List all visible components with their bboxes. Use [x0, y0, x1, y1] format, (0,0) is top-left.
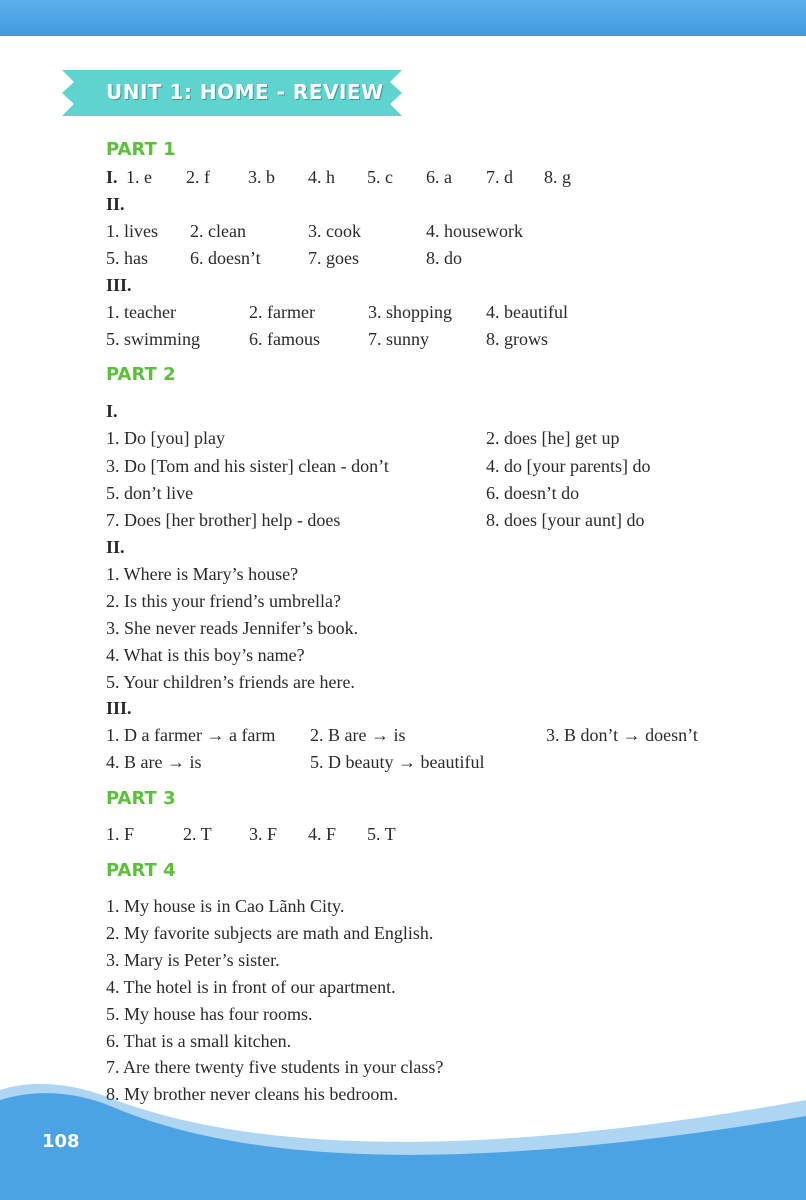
- unit-title: UNIT 1: HOME - REVIEW: [106, 80, 384, 104]
- page-number: 108: [42, 1131, 80, 1152]
- part2-I-label: I.: [106, 401, 118, 421]
- answer-item: 3. F: [249, 824, 278, 844]
- answer-item: 1. D a farmer → a farm: [106, 725, 276, 745]
- answer-item: 8. does [your aunt] do: [486, 510, 645, 530]
- answer-item: 4. beautiful: [486, 302, 568, 322]
- answer-item: 3. B don’t → doesn’t: [546, 725, 698, 745]
- answer-item: 3. shopping: [368, 302, 453, 322]
- part1-II-label: II.: [106, 194, 125, 214]
- answer-item: 3. She never reads Jennifer’s book.: [106, 618, 359, 638]
- answer-item: 5. My house has four rooms.: [106, 1004, 313, 1024]
- answer-item: 6. a: [426, 167, 452, 187]
- answer-item: 5. don’t live: [106, 483, 194, 503]
- answer-item: 3. b: [248, 167, 275, 187]
- answer-item: 4. do [your parents] do: [486, 456, 651, 476]
- unit-title-banner: [62, 70, 402, 116]
- answer-item: 2. f: [186, 167, 210, 187]
- answer-item: 5. has: [106, 248, 148, 268]
- answer-item: 8. grows: [486, 329, 548, 349]
- answer-item: 1. e: [126, 167, 152, 187]
- answer-item: 4. The hotel is in front of our apartment.: [106, 977, 396, 997]
- answer-item: 2. B are → is: [310, 725, 406, 745]
- part1-heading: PART 1: [106, 139, 176, 160]
- answer-item: 5. swimming: [106, 329, 201, 349]
- answer-item: 3. Mary is Peter’s sister.: [106, 950, 280, 970]
- answer-item: 7. Are there twenty five students in your class?: [106, 1057, 444, 1077]
- answer-item: 2. T: [183, 824, 212, 844]
- part4-heading: PART 4: [106, 860, 176, 881]
- answer-item: 7. Does [her brother] help - does: [106, 510, 341, 530]
- answer-item: 7. goes: [308, 248, 359, 268]
- answer-item: 3. cook: [308, 221, 361, 241]
- answer-item: 1. Where is Mary’s house?: [106, 564, 299, 584]
- top-color-band: [0, 0, 806, 36]
- answer-item: 2. farmer: [249, 302, 315, 322]
- answer-item: 8. g: [544, 167, 571, 187]
- part1-I-label: I.: [106, 167, 118, 187]
- answer-item: 4. What is this boy’s name?: [106, 645, 305, 665]
- answer-item: 4. F: [308, 824, 337, 844]
- answer-item: 8. do: [426, 248, 462, 268]
- answer-item: 4. B are → is: [106, 752, 202, 772]
- answer-item: 5. c: [367, 167, 393, 187]
- answer-item: 6. That is a small kitchen.: [106, 1031, 292, 1051]
- answer-item: 1. Do [you] play: [106, 428, 225, 448]
- answer-item: 2. clean: [190, 221, 246, 241]
- answer-item: 6. famous: [249, 329, 320, 349]
- part2-heading: PART 2: [106, 364, 176, 385]
- answer-item: 5. D beauty → beautiful: [310, 752, 485, 772]
- answer-item: 7. sunny: [368, 329, 430, 349]
- answer-item: 1. My house is in Cao Lãnh City.: [106, 896, 345, 916]
- part2-II-label: II.: [106, 537, 125, 557]
- answer-item: 4. housework: [426, 221, 523, 241]
- answer-item: 2. My favorite subjects are math and English.: [106, 923, 434, 943]
- answer-item: 5. T: [367, 824, 396, 844]
- part1-III-label: III.: [106, 275, 132, 295]
- answer-item: 7. d: [486, 167, 513, 187]
- bottom-wave-decoration: [0, 1057, 806, 1200]
- answer-item: 6. doesn’t: [190, 248, 261, 268]
- part3-heading: PART 3: [106, 788, 176, 809]
- answer-item: 2. Is this your friend’s umbrella?: [106, 591, 341, 611]
- answer-item: 6. doesn’t do: [486, 483, 580, 503]
- answer-item: 1. teacher: [106, 302, 176, 322]
- answer-item: 5. Your children’s friends are here.: [106, 672, 355, 692]
- answer-item: 1. lives: [106, 221, 158, 241]
- part2-III-label: III.: [106, 698, 132, 718]
- answer-item: 8. My brother never cleans his bedroom.: [106, 1084, 398, 1104]
- answer-item: 1. F: [106, 824, 135, 844]
- answer-item: 4. h: [308, 167, 335, 187]
- answer-item: 2. does [he] get up: [486, 428, 620, 448]
- answer-item: 3. Do [Tom and his sister] clean - don’t: [106, 456, 389, 476]
